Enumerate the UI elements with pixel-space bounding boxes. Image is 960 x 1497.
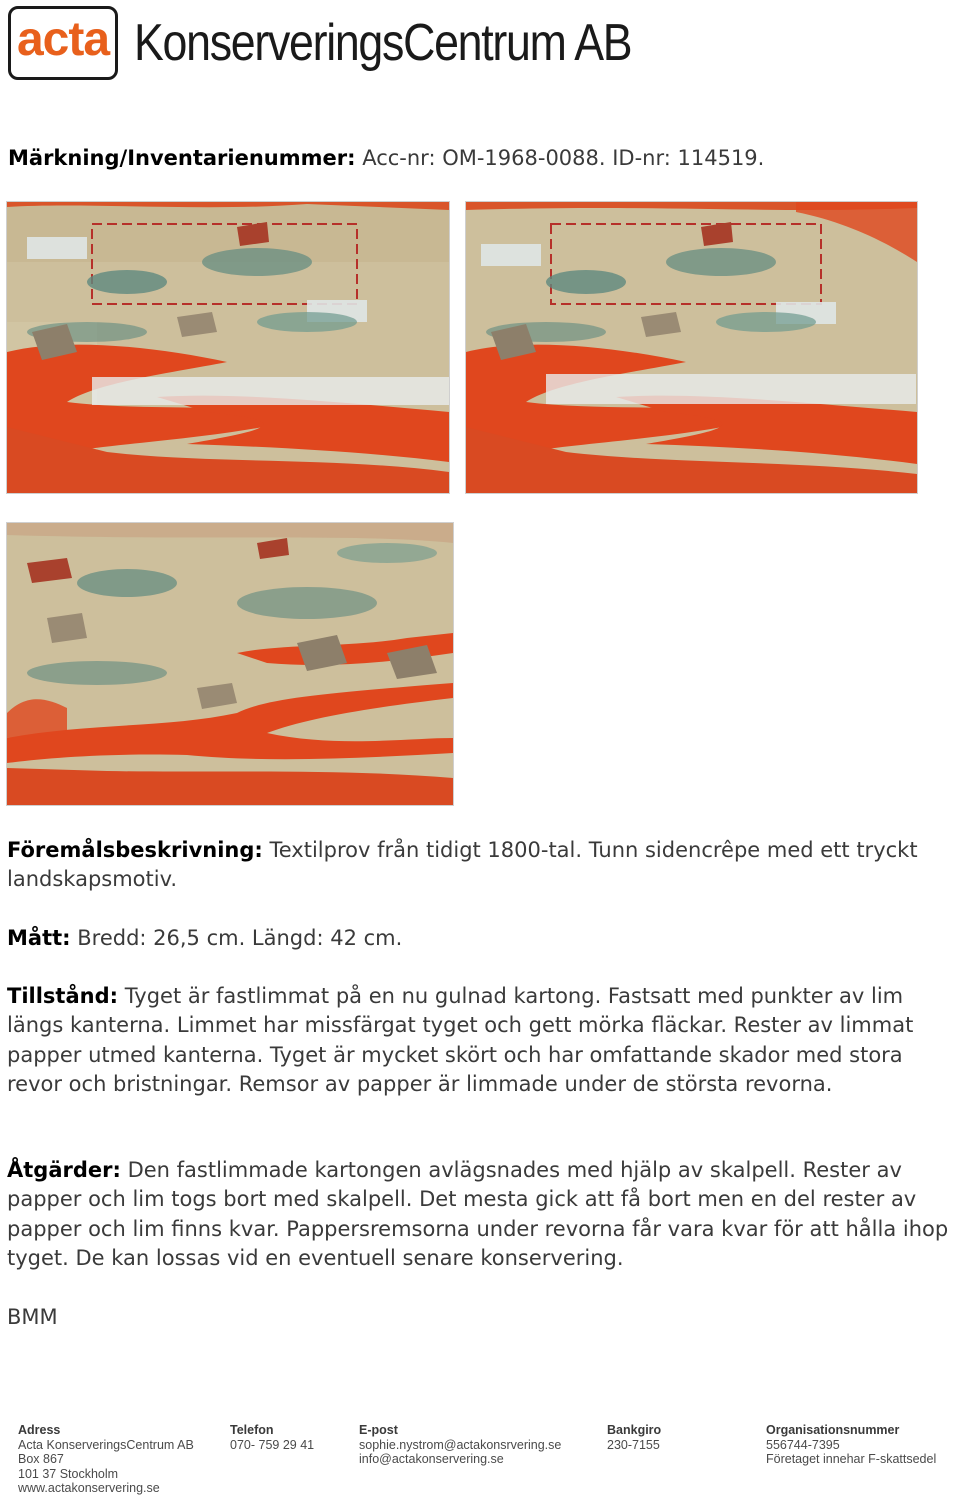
condition-text: Tyget är fastlimmat på en nu gulnad kartong. Fastsatt med punkter av lim längs kanterna. Limmet har missfärgat tyget och gett mörka fläckar. Rester av limmat papper utmed kanterna. Tyget är mycket skört och har omfattande skador med stora revor och bristningar. Remsor av papper är limmade under de största revorna. xyxy=(7,984,914,1096)
footer-phone-number: 070- 759 29 41 xyxy=(230,1437,315,1452)
actions-label: Åtgärder: xyxy=(7,1158,121,1182)
object-description-text: Textilprov från tidigt 1800-tal. Tunn sidencrêpe med ett tryckt landskapsmotiv. xyxy=(7,838,918,892)
footer-org-number xyxy=(766,1423,936,1467)
company-name: KonserveringsCentrum AB xyxy=(134,14,632,72)
footer-email-link[interactable]: info@actakonservering.se xyxy=(359,1452,504,1467)
footer-bankgiro-heading: Bankgiro xyxy=(607,1423,662,1437)
object-description xyxy=(7,836,959,895)
footer-org-number-value: 556744-7395 xyxy=(766,1437,840,1452)
footer-email xyxy=(359,1423,561,1467)
footer-website-link[interactable]: www.actakonservering.se xyxy=(18,1481,160,1496)
footer-phone-heading: Telefon xyxy=(230,1423,274,1437)
inventory-number-value: Acc-nr: OM-1968-0088. ID-nr: 114519. xyxy=(362,146,765,170)
footer-email-heading: E-post xyxy=(359,1423,398,1437)
footer-address xyxy=(18,1423,194,1496)
textile-image xyxy=(7,202,449,493)
footer-email-link[interactable]: sophie.nystrom@actakonsrvering.se xyxy=(359,1437,562,1452)
footer-address-line: 101 37 Stockholm xyxy=(18,1466,119,1481)
footer-address-line: Acta KonserveringsCentrum AB xyxy=(18,1437,194,1452)
textile-image xyxy=(466,202,917,493)
footer-bankgiro xyxy=(607,1423,661,1452)
inventory-number xyxy=(8,144,764,172)
measurements-label: Mått: xyxy=(7,926,71,950)
object-description-label: Föremålsbeskrivning: xyxy=(7,838,263,862)
footer-address-heading: Adress xyxy=(18,1423,61,1437)
company-logo xyxy=(8,4,712,82)
textile-photo-before-left xyxy=(6,201,450,494)
footer-org-heading: Organisationsnummer xyxy=(766,1423,900,1437)
actions-text: Den fastlimmade kartongen avlägsnades med hjälp av skalpell. Rester av papper och lim togs bort med skalpell. Det mesta gick att få bort men en del rester av papper och lim finns kvar. Pappersremsorna under revorna får vara kvar för att hålla ihop tyget. De kan lossas vid en eventuell senare konservering. xyxy=(7,1158,949,1270)
measurements-text: Bredd: 26,5 cm. Längd: 42 cm. xyxy=(77,926,403,950)
textile-photo-before-right xyxy=(465,201,918,494)
textile-image xyxy=(7,523,453,805)
footer-address-line: Box 867 xyxy=(18,1452,64,1467)
logo-mark xyxy=(8,6,118,80)
signature: BMM xyxy=(7,1305,58,1329)
footer-bankgiro-number: 230-7155 xyxy=(607,1437,660,1452)
inventory-number-label: Märkning/Inventarienummer: xyxy=(8,146,356,170)
textile-photo-after xyxy=(6,522,454,806)
footer-phone xyxy=(230,1423,314,1452)
logo-mark-text: acta xyxy=(16,13,110,66)
condition-label: Tillstånd: xyxy=(7,984,119,1008)
footer-tax-note: Företaget innehar F-skattsedel xyxy=(766,1452,937,1467)
measurements xyxy=(7,924,959,953)
condition xyxy=(7,982,959,1099)
footer xyxy=(0,1423,960,1497)
actions xyxy=(7,1156,959,1273)
